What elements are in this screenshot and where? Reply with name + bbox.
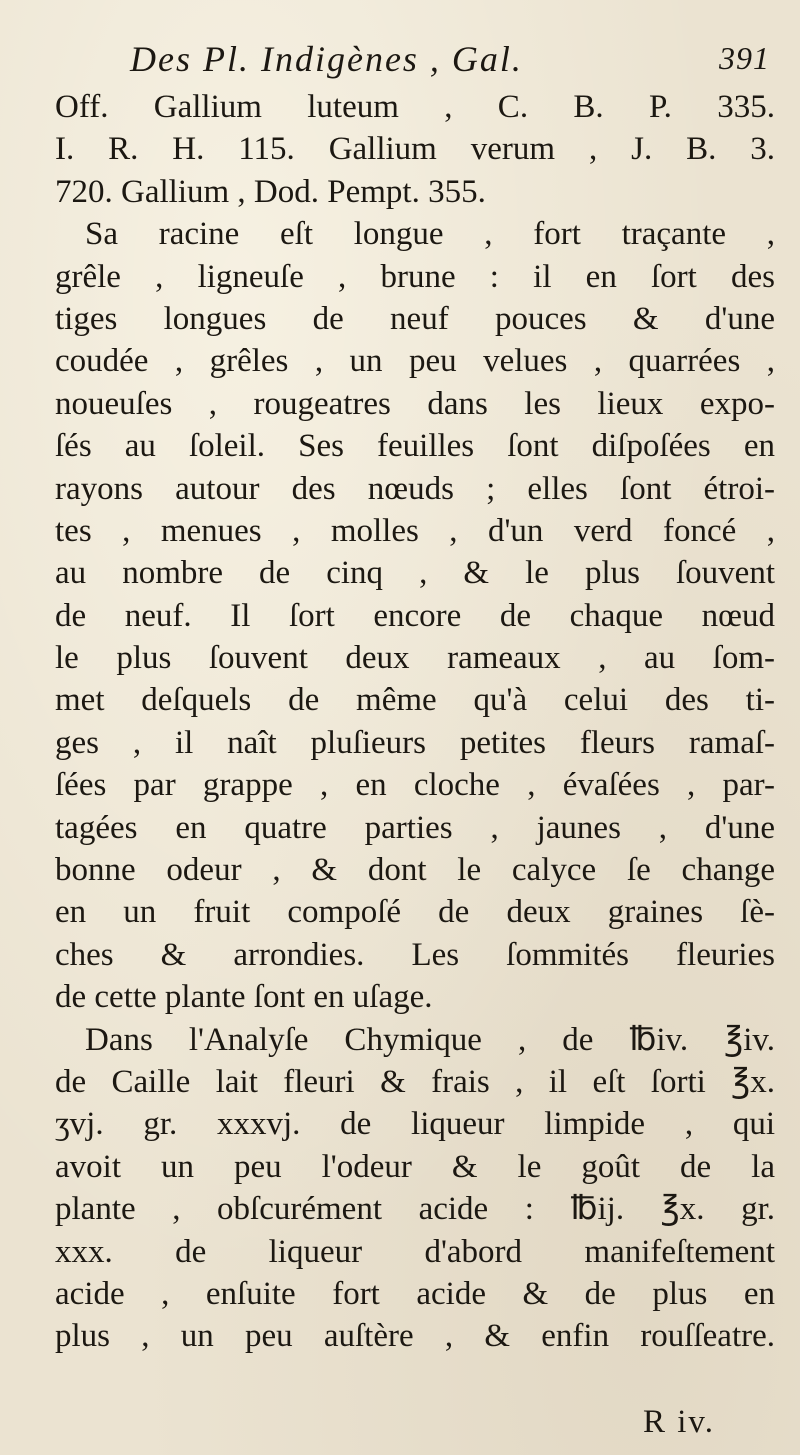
page-header [130, 38, 770, 88]
text-line: Sa racine eſt longue , fort traçante , [85, 216, 775, 253]
text-line: le plus ſouvent deux rameaux , au ſom- [55, 640, 775, 677]
text-line: tiges longues de neuf pouces & d'une [55, 300, 775, 337]
body-text [55, 86, 775, 1358]
text-line: de neuf. Il ſort encore de chaque nœud [55, 597, 775, 634]
text-line: ʒvj. gr. xxxvj. de liqueur limpide , qui [55, 1106, 775, 1143]
catchword: R iv. [642, 1404, 715, 1440]
text-line: I. R. H. 115. Gallium verum , J. B. 3. [55, 131, 775, 168]
text-line: bonne odeur , & dont le calyce ſe change [55, 852, 775, 889]
text-line: avoit un peu l'odeur & le goût de la [55, 1148, 775, 1185]
text-line: grêle , ligneuſe , brune : il en ſort des [55, 258, 775, 295]
text-line: coudée , grêles , un peu velues , quarrées , [55, 343, 775, 380]
text-line: rayons autour des nœuds ; elles ſont étroi- [55, 470, 775, 507]
text-line: Dans l'Analyſe Chymique , de ℔iv. ℥iv. [85, 1021, 775, 1058]
text-line: acide , enſuite fort acide & de plus en [55, 1275, 775, 1312]
text-line: xxx. de liqueur d'abord manifeſtement [55, 1233, 775, 1270]
text-line: ſées par grappe , en cloche , évaſées , par- [55, 767, 775, 804]
text-line: ches & arrondies. Les ſommités fleuries [55, 936, 775, 973]
text-line: plante , obſcurément acide : ℔ij. ℥x. gr. [55, 1191, 775, 1228]
text-line: tagées en quatre parties , jaunes , d'une [55, 809, 775, 846]
text-line: noueuſes , rougeatres dans les lieux expo- [55, 385, 775, 422]
text-line: plus , un peu auſtère , & enfin rouſſeatre. [55, 1318, 775, 1355]
text-line: de cette plante ſont en uſage. [55, 979, 433, 1016]
text-line: ges , il naît pluſieurs petites fleurs ramaſ- [55, 724, 775, 761]
text-line: tes , menues , molles , d'un verd foncé , [55, 512, 775, 549]
text-line: met deſquels de même qu'à celui des ti- [55, 682, 775, 719]
text-line: au nombre de cinq , & le plus ſouvent [55, 555, 775, 592]
text-line: en un fruit compoſé de deux graines ſè- [55, 894, 775, 931]
text-line: de Caille lait fleuri & frais , il eſt ſorti ℥x. [55, 1063, 775, 1100]
text-line: ſés au ſoleil. Ses feuilles ſont diſpoſées en [55, 428, 775, 465]
running-head: Des Pl. Indigènes , Gal. [130, 39, 523, 79]
text-line: 720. Gallium , Dod. Pempt. 355. [55, 173, 486, 210]
page-number: 391 [719, 40, 770, 76]
text-line: Off. Gallium luteum , C. B. P. 335. [55, 89, 775, 125]
